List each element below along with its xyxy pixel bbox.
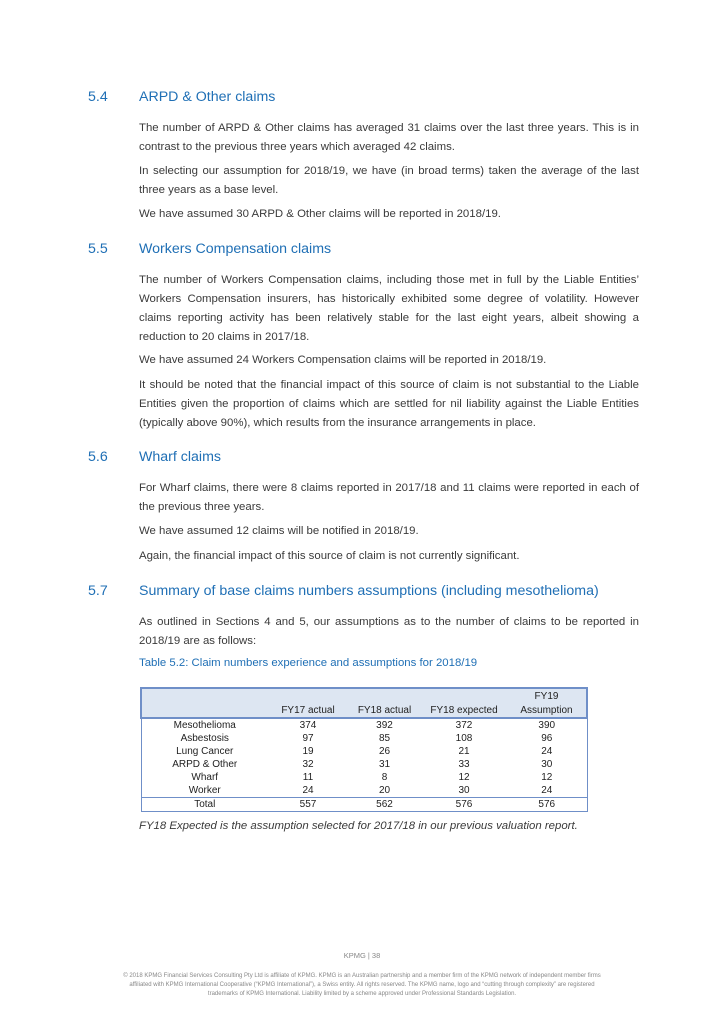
- table-cell: 97: [302, 733, 314, 744]
- table-note: FY18 Expected is the assumption selected for 2017/18 in our previous valuation report.: [139, 820, 578, 832]
- table-cell: 24: [302, 785, 314, 796]
- paragraph: We have assumed 12 claims will be notified in 2018/19.: [139, 525, 419, 537]
- table-cell: 19: [302, 746, 314, 757]
- table-cell: 20: [378, 785, 391, 796]
- table-header-row-top: [141, 688, 587, 703]
- header-cell: FY18 expected: [421, 703, 507, 718]
- table-cell: 12: [458, 772, 470, 783]
- table-cell: 30: [541, 759, 553, 770]
- header-cell: [348, 688, 421, 703]
- table-cell: 576: [421, 798, 507, 812]
- table-cell: 24: [541, 785, 553, 796]
- section-number: 5.4: [88, 89, 108, 105]
- row-label: Asbestosis: [180, 733, 229, 744]
- table-cell: 33: [458, 759, 470, 770]
- table-header-row: [141, 703, 587, 718]
- table-cell: 562: [348, 798, 421, 812]
- section-title: Wharf claims: [139, 449, 221, 465]
- section-title: Summary of base claims numbers assumptions (including mesothelioma): [139, 583, 599, 599]
- paragraph: For Wharf claims, there were 8 claims reported in 2017/18 and 11 claims were reported in each of the previous three years.: [139, 482, 639, 513]
- header-cell: FY17 actual: [268, 703, 348, 718]
- table-row: [141, 784, 587, 798]
- table-cell: 557: [268, 798, 348, 812]
- claims-table: [140, 687, 588, 812]
- table-row: [141, 745, 587, 758]
- legal-line: © 2018 KPMG Financial Services Consulting Pty Ltd is affiliate of KPMG. KPMG is an Australian partnership and a member firm of the KPMG network of independent member firms: [123, 973, 601, 979]
- table-cell: 8: [381, 772, 388, 783]
- table-cell: 32: [302, 759, 314, 770]
- paragraph: Again, the financial impact of this source of claim is not currently significant.: [139, 550, 520, 562]
- table-cell: 31: [378, 759, 391, 770]
- header-cell: FY19: [507, 688, 587, 703]
- section-title: Workers Compensation claims: [139, 241, 332, 257]
- row-label: Lung Cancer: [176, 746, 234, 757]
- section-number: 5.6: [88, 449, 108, 465]
- header-cell: [141, 688, 268, 703]
- table-caption: Table 5.2: Claim numbers experience and assumptions for 2018/19: [139, 657, 478, 669]
- legal-disclaimer: [90, 972, 634, 999]
- legal-line: affiliated with KPMG International Cooperative (“KPMG International”), a Swiss entity. All rights reserved. The KPMG name, logo and “cutting through complexity” are registered: [129, 982, 595, 988]
- table-cell: 108: [455, 733, 473, 744]
- paragraph: In selecting our assumption for 2018/19, we have (in broad terms) taken the average of the last three years as a base level.: [139, 165, 639, 196]
- header-cell: Assumption: [507, 703, 587, 718]
- legal-line: trademarks of KPMG International. Liability limited by a scheme approved under Professional Standards Legislation.: [207, 991, 517, 997]
- table-cell: 576: [507, 798, 587, 812]
- paragraph: As outlined in Sections 4 and 5, our assumptions as to the number of claims to be reported in 2018/19 are as follows:: [139, 616, 639, 647]
- paragraph: It should be noted that the financial impact of this source of claim is not substantial to the Liable Entities given the proportion of claims which are settled for nil liability against the Liable Entities (typically above 90%), which results from the insurance arrangements in place.: [139, 379, 639, 429]
- table-cell: 374: [299, 720, 317, 731]
- table-row: [141, 718, 587, 732]
- paragraph: We have assumed 30 ARPD & Other claims will be reported in 2018/19.: [139, 208, 501, 220]
- table-cell: 12: [541, 772, 553, 783]
- table-row: [141, 732, 587, 745]
- table-cell: 24: [541, 746, 553, 757]
- header-cell: [141, 703, 268, 718]
- table-cell: 26: [378, 746, 391, 757]
- header-cell: [421, 688, 507, 703]
- row-label: Mesothelioma: [173, 720, 236, 731]
- table-cell: 85: [378, 733, 391, 744]
- row-label: Total: [141, 798, 268, 812]
- paragraph: The number of ARPD & Other claims has averaged 31 claims over the last three years. This is in contrast to the previous three years which averaged 42 claims.: [139, 122, 639, 153]
- table-total-row: [141, 798, 587, 812]
- table-cell: 372: [455, 720, 473, 731]
- section-title: ARPD & Other claims: [139, 89, 276, 105]
- paragraph: We have assumed 24 Workers Compensation claims will be reported in 2018/19.: [139, 354, 547, 366]
- table-cell: 390: [538, 720, 556, 731]
- section-number: 5.5: [88, 241, 108, 257]
- page-number: KPMG | 38: [343, 951, 381, 960]
- table-row: [141, 771, 587, 784]
- row-label: Wharf: [191, 772, 219, 783]
- table-cell: 96: [541, 733, 553, 744]
- table-cell: 21: [458, 746, 470, 757]
- table-cell: 30: [458, 785, 470, 796]
- table-cell: 392: [376, 720, 393, 731]
- section-number: 5.7: [88, 583, 108, 599]
- row-label: ARPD & Other: [172, 759, 238, 770]
- header-cell: FY18 actual: [348, 703, 421, 718]
- table-cell: 11: [302, 772, 314, 783]
- table-row: [141, 758, 587, 771]
- header-cell: [268, 688, 348, 703]
- row-label: Worker: [188, 785, 221, 796]
- paragraph: The number of Workers Compensation claims, including those met in full by the Liable Entities’ Workers Compensation insurers, has historically exhibited some degree of volatility. However claims reporting activity has been relatively stable for the last eight years, albeit showing a reduction to 20 claims in 2017/18.: [139, 274, 639, 343]
